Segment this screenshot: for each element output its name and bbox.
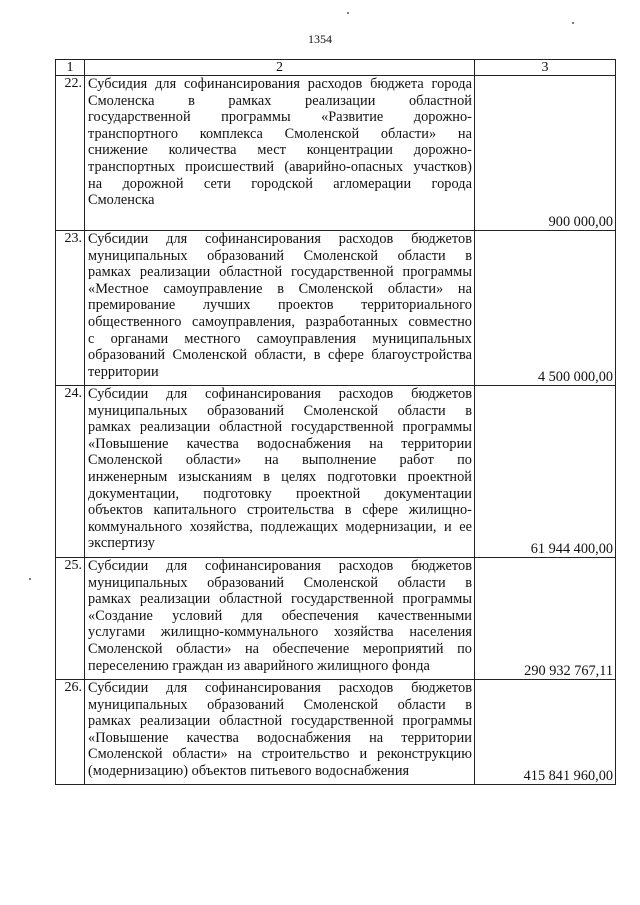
- description-line: «Повышение качества водоснабжения на территории: [88, 729, 472, 746]
- description-line: территории: [88, 363, 159, 380]
- description-line: рамках реализации областной государственной программы: [88, 713, 472, 730]
- row-number: 25.: [56, 558, 85, 680]
- column-header-number: 1: [56, 60, 85, 76]
- description-line: Субсидии для софинансирования расходов бюджетов: [88, 558, 472, 574]
- description-line: премирование лучших проектов территориального: [88, 297, 472, 314]
- description-line: Субсидия для софинансирования расходов бюджета города: [88, 76, 472, 92]
- description-line: муниципальных образований Смоленской области в: [88, 696, 472, 713]
- table-row: [56, 680, 616, 785]
- description-line: образований Смоленской области, в сфере благоустройства: [88, 347, 472, 364]
- row-amount: 415 841 960,00: [475, 680, 616, 785]
- description-line: переселению граждан из аварийного жилищного фонда: [88, 657, 430, 674]
- description-line: Смоленской области» на строительство и реконструкцию: [88, 746, 472, 763]
- column-header-description: 2: [85, 60, 475, 76]
- description-line: экспертизу: [88, 535, 155, 552]
- row-description: [85, 558, 475, 680]
- description-line: рамках реализации областной государственной программы: [88, 264, 472, 281]
- description-line: общественного самоуправления, разработанных совместно: [88, 313, 472, 330]
- description-line: Субсидии для софинансирования расходов бюджетов: [88, 680, 472, 696]
- description-line: муниципальных образований Смоленской области в: [88, 402, 472, 419]
- description-line: муниципальных образований Смоленской области в: [88, 574, 472, 591]
- scan-speck: [29, 578, 31, 580]
- description-line: Субсидии для софинансирования расходов бюджетов: [88, 386, 472, 402]
- table-row: [56, 558, 616, 680]
- scan-speck: [347, 12, 349, 14]
- row-description: [85, 76, 475, 231]
- row-description: [85, 386, 475, 558]
- description-line: с органами местного самоуправления муниципальных: [88, 330, 472, 347]
- row-description: [85, 231, 475, 386]
- description-line: «Создание условий для обеспечения качественными: [88, 607, 472, 624]
- scan-speck: [572, 22, 574, 24]
- description-line: транспортного комплекса Смоленской области» на: [88, 125, 472, 142]
- table-body: [56, 76, 616, 785]
- subsidy-table: [55, 59, 616, 785]
- description-line: рамках реализации областной государственной программы: [88, 591, 472, 608]
- description-line: (модернизацию) объектов питьевого водоснабжения: [88, 762, 410, 779]
- description-line: документации, подготовку проектной документации: [88, 485, 472, 502]
- table-row: [56, 386, 616, 558]
- description-line: муниципальных образований Смоленской области в: [88, 247, 472, 264]
- description-line: «Местное самоуправление в Смоленской области» на: [88, 280, 472, 297]
- description-line: коммунального хозяйства, подлежащих модернизации, и ее: [88, 518, 472, 535]
- row-number: 22.: [56, 76, 85, 231]
- column-header-amount: 3: [475, 60, 616, 76]
- row-amount: 4 500 000,00: [475, 231, 616, 386]
- description-line: снижение количества мест концентрации дорожно-: [88, 142, 472, 159]
- row-amount: 900 000,00: [475, 76, 616, 231]
- row-amount: 61 944 400,00: [475, 386, 616, 558]
- table-row: [56, 231, 616, 386]
- description-line: Субсидии для софинансирования расходов бюджетов: [88, 231, 472, 247]
- table-header-row: [56, 60, 616, 76]
- page-number: 1354: [308, 32, 332, 46]
- description-line: объектов капитального строительства в сфере жилищно-: [88, 502, 472, 519]
- row-number: 23.: [56, 231, 85, 386]
- description-line: Смоленска: [88, 192, 155, 209]
- row-number: 24.: [56, 386, 85, 558]
- row-amount: 290 932 767,11: [475, 558, 616, 680]
- description-line: «Повышение качества водоснабжения на территории: [88, 435, 472, 452]
- description-line: Смоленской области» на обеспечение мероприятий по: [88, 640, 472, 657]
- row-number: 26.: [56, 680, 85, 785]
- description-line: транспортных происшествий (аварийно-опасных участков): [88, 158, 472, 175]
- description-line: инженерным изысканиям в целях подготовки проектной: [88, 468, 472, 485]
- description-line: на дорожной сети городской агломерации города: [88, 175, 472, 192]
- description-line: услугами жилищно-коммунального хозяйства населения: [88, 624, 472, 641]
- description-line: рамках реализации областной государственной программы: [88, 419, 472, 436]
- description-line: государственной программы «Развитие дорожно-: [88, 109, 472, 126]
- description-line: Смоленска в рамках реализации областной: [88, 92, 472, 109]
- table-row: [56, 76, 616, 231]
- row-description: [85, 680, 475, 785]
- description-line: Смоленской области» на выполнение работ по: [88, 452, 472, 469]
